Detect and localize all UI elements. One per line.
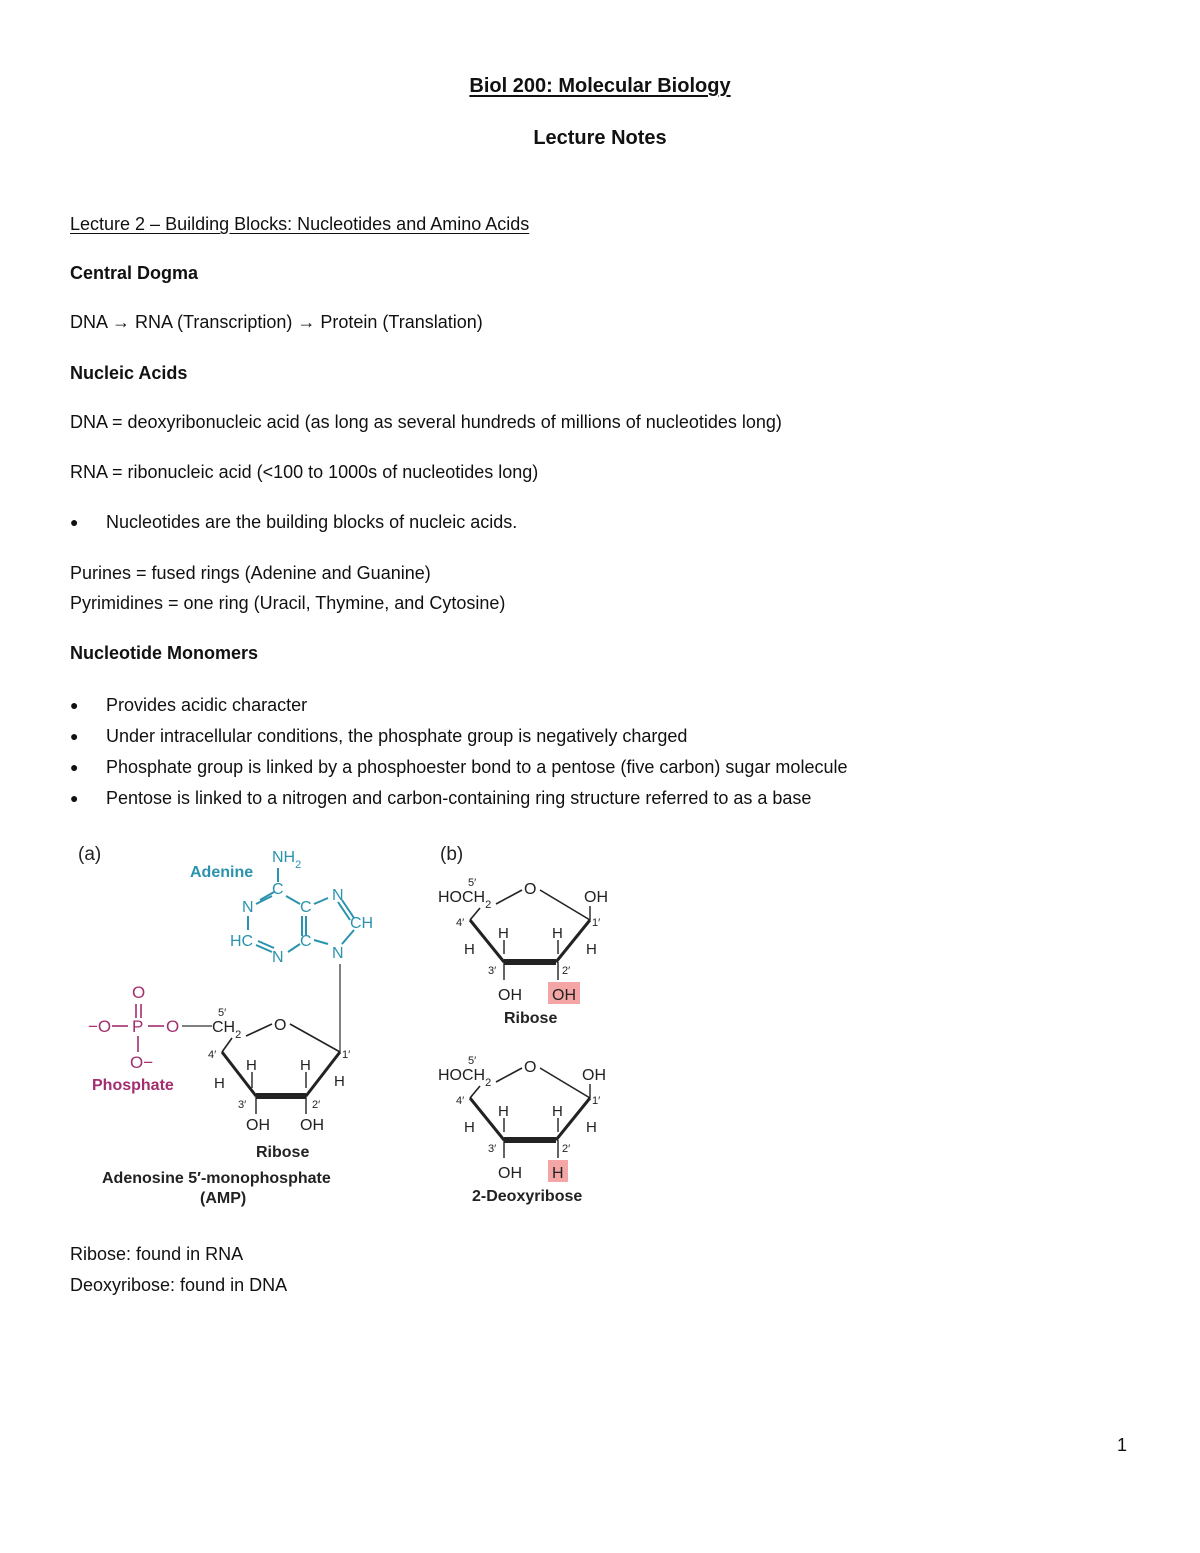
central-dogma-line: DNA → RNA (Transcription) → Protein (Translation): [70, 312, 483, 332]
atom-n9: N: [332, 945, 344, 962]
svg-text:H: H: [552, 1103, 563, 1120]
atom-c6: C: [272, 881, 284, 898]
svg-text:O−: O−: [130, 1053, 154, 1072]
dna-definition: DNA = deoxyribonucleic acid (as long as several hundreds of millions of nucleotides long): [70, 412, 782, 432]
monomer-bullet: Phosphate group is linked by a phosphoester bond to a pentose (five carbon) sugar molecule: [106, 757, 848, 777]
deoxyribose-label: 2-Deoxyribose: [472, 1188, 583, 1205]
svg-text:4′: 4′: [208, 1049, 217, 1061]
amp-caption-line1: Adenosine 5′-monophosphate: [102, 1170, 331, 1187]
svg-text:4′: 4′: [456, 1095, 465, 1107]
svg-text:3′: 3′: [488, 1143, 497, 1155]
svg-text:OH: OH: [498, 987, 522, 1004]
nucleotide-monomers-heading: Nucleotide Monomers: [70, 643, 259, 663]
ribose-label-b: Ribose: [504, 1010, 558, 1027]
ribose-note: Ribose: found in RNA: [70, 1244, 244, 1264]
bullet-dot: ●: [70, 759, 79, 775]
svg-text:H: H: [552, 925, 563, 942]
monomer-bullet: Under intracellular conditions, the phosphate group is negatively charged: [106, 726, 688, 746]
svg-text:1′: 1′: [592, 1095, 601, 1107]
svg-text:H: H: [498, 1103, 509, 1120]
monomer-bullet: Pentose is linked to a nitrogen and carbon-containing ring structure referred to as a base: [106, 788, 812, 808]
svg-text:H: H: [214, 1075, 225, 1092]
phosphate-label: Phosphate: [92, 1077, 174, 1094]
svg-text:1′: 1′: [592, 917, 601, 929]
svg-text:3′: 3′: [238, 1099, 247, 1111]
ribose-ring-b: [438, 877, 608, 1004]
svg-text:H: H: [334, 1073, 345, 1090]
purines-line: Purines = fused rings (Adenine and Guanine): [70, 563, 431, 583]
deoxyribose-ring: [438, 1055, 606, 1182]
atom-c4: C: [300, 933, 312, 950]
monomer-bullet: Provides acidic character: [106, 695, 308, 715]
pyrimidines-line: Pyrimidines = one ring (Uracil, Thymine, and Cytosine): [70, 593, 506, 613]
svg-text:HOCH2: $HOCH_2$: [438, 889, 492, 911]
svg-text:O: O: [166, 1017, 180, 1036]
amp-caption-line2: (AMP): [200, 1190, 247, 1207]
nh2-group: $NH_2$: [272, 849, 302, 871]
nucleotide-structure-figure: [60, 830, 640, 1220]
svg-text:H: H: [586, 941, 597, 958]
svg-text:OH: OH: [300, 1117, 324, 1134]
central-dogma-heading: Central Dogma: [70, 263, 199, 283]
bullet-dot: ●: [70, 790, 79, 806]
atom-n7: N: [332, 887, 344, 904]
svg-text:H: H: [300, 1057, 311, 1074]
svg-text:5′: 5′: [218, 1007, 227, 1019]
svg-text:OH: OH: [246, 1117, 270, 1134]
nucleic-acids-heading: Nucleic Acids: [70, 363, 188, 383]
svg-text:O: O: [274, 1017, 287, 1034]
svg-text:CH2: $CH_2$: [212, 1019, 242, 1041]
svg-text:4′: 4′: [456, 917, 465, 929]
svg-text:5′: 5′: [468, 877, 477, 889]
svg-text:O: O: [524, 881, 537, 898]
course-title: Biol 200: Molecular Biology: [469, 75, 731, 97]
bullet-dot: ●: [70, 697, 79, 713]
svg-text:−O: −O: [88, 1017, 112, 1036]
atom-c5: C: [300, 899, 312, 916]
svg-text:OH: OH: [582, 1067, 606, 1084]
ribose-label-a: Ribose: [256, 1144, 310, 1161]
panel-b-label: (b): [440, 844, 464, 865]
ribose-ring-a: [208, 1007, 350, 1134]
panel-a-label: (a): [78, 844, 102, 865]
nucleotides-bullet: Nucleotides are the building blocks of nucleic acids.: [106, 512, 518, 532]
phosphate-group: [88, 983, 212, 1072]
atom-n1: N: [242, 899, 254, 916]
svg-text:P: P: [132, 1017, 144, 1036]
svg-text:H: H: [464, 941, 475, 958]
svg-text:5′: 5′: [468, 1055, 477, 1067]
deoxyribose-note: Deoxyribose: found in DNA: [70, 1275, 288, 1295]
rna-definition: RNA = ribonucleic acid (<100 to 1000s of nucleotides long): [70, 462, 539, 482]
svg-text:H: H: [246, 1057, 257, 1074]
svg-text:2′: 2′: [562, 1143, 571, 1155]
lecture-notes-subtitle: Lecture Notes: [533, 127, 667, 149]
svg-text:O: O: [132, 983, 146, 1002]
svg-text:OH: OH: [498, 1165, 522, 1182]
svg-text:2′: 2′: [312, 1099, 321, 1111]
adenine-label: Adenine: [190, 864, 254, 881]
atom-n3: N: [272, 949, 284, 966]
bullet-dot: ●: [70, 514, 79, 530]
svg-text:HOCH2: $HOCH_2$: [438, 1067, 492, 1089]
bullet-dot: ●: [70, 728, 79, 744]
page-number: 1: [1117, 1435, 1128, 1455]
svg-text:H: H: [586, 1119, 597, 1136]
svg-text:2′: 2′: [562, 965, 571, 977]
atom-c2: HC: [230, 933, 254, 950]
atom-c8: CH: [350, 915, 374, 932]
lecture-title: Lecture 2 – Building Blocks: Nucleotides and Amino Acids: [70, 214, 530, 234]
svg-text:H: H: [498, 925, 509, 942]
svg-text:H: H: [552, 1165, 564, 1182]
svg-text:3′: 3′: [488, 965, 497, 977]
svg-text:OH: OH: [584, 889, 608, 906]
svg-text:1′: 1′: [342, 1049, 351, 1061]
svg-text:H: H: [464, 1119, 475, 1136]
svg-text:OH: OH: [552, 987, 576, 1004]
svg-text:O: O: [524, 1059, 537, 1076]
